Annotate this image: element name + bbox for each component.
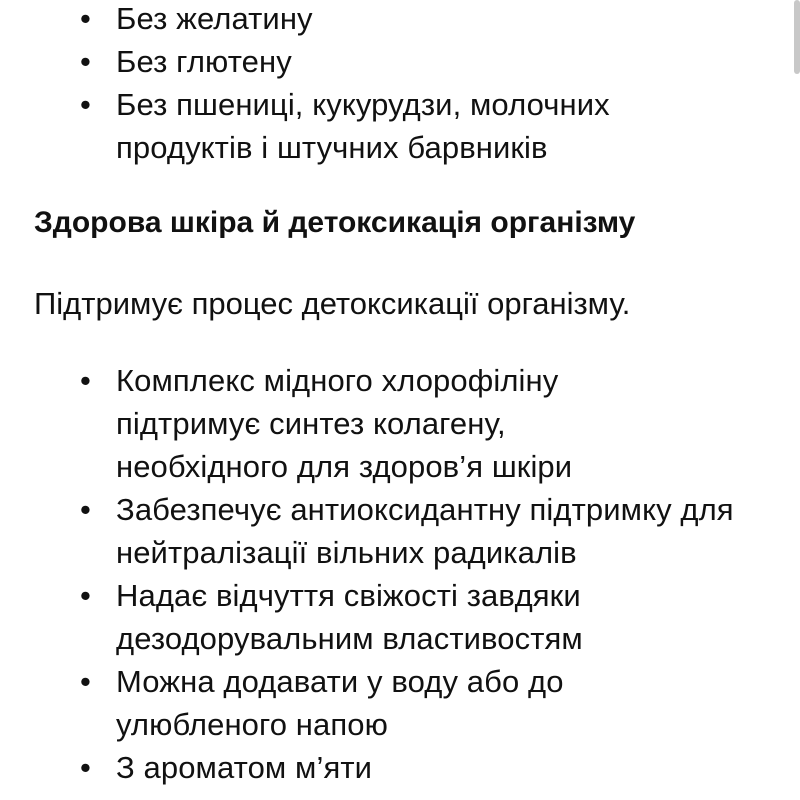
bullet-icon: • — [80, 87, 91, 122]
bullet-icon: • — [80, 750, 91, 785]
features-list-bottom — [34, 359, 764, 789]
list-item-text: Без желатину — [116, 1, 313, 36]
list-item — [34, 0, 754, 40]
bullet-icon: • — [80, 1, 91, 36]
list-item-text: Комплекс мідного хлорофіліну підтримує синтез колагену, необхідного для здоров’я шкіри — [116, 363, 573, 484]
list-item-text: Надає відчуття свіжості завдяки дезодорувальним властивостям — [116, 578, 583, 656]
list-item — [34, 660, 656, 746]
list-item — [34, 746, 764, 789]
bullet-icon: • — [80, 578, 91, 613]
bullet-icon: • — [80, 492, 91, 527]
list-item-text: З ароматом м’яти — [116, 750, 373, 785]
list-item-text: Можна додавати у воду або до улюбленого напою — [116, 664, 564, 742]
list-item — [34, 574, 676, 660]
list-item-text: Забезпечує антиоксидантну підтримку для нейтралізації вільних радикалів — [116, 492, 734, 570]
list-item-text: Без пшениці, кукурудзи, молочних продуктів і штучних барвників — [116, 87, 610, 165]
bullet-icon: • — [80, 44, 91, 79]
list-item — [34, 488, 766, 574]
section-intro-text: Підтримує процес детоксикації організму. — [34, 286, 631, 321]
list-item — [34, 359, 616, 488]
list-item-text: Без глютену — [116, 44, 292, 79]
list-item — [34, 40, 754, 83]
features-list-top — [34, 0, 754, 169]
vertical-scrollbar[interactable] — [794, 0, 800, 74]
section-heading: Здорова шкіра й детоксикація організму — [34, 206, 636, 239]
bullet-icon: • — [80, 664, 91, 699]
list-item — [34, 83, 716, 169]
bullet-icon: • — [80, 363, 91, 398]
